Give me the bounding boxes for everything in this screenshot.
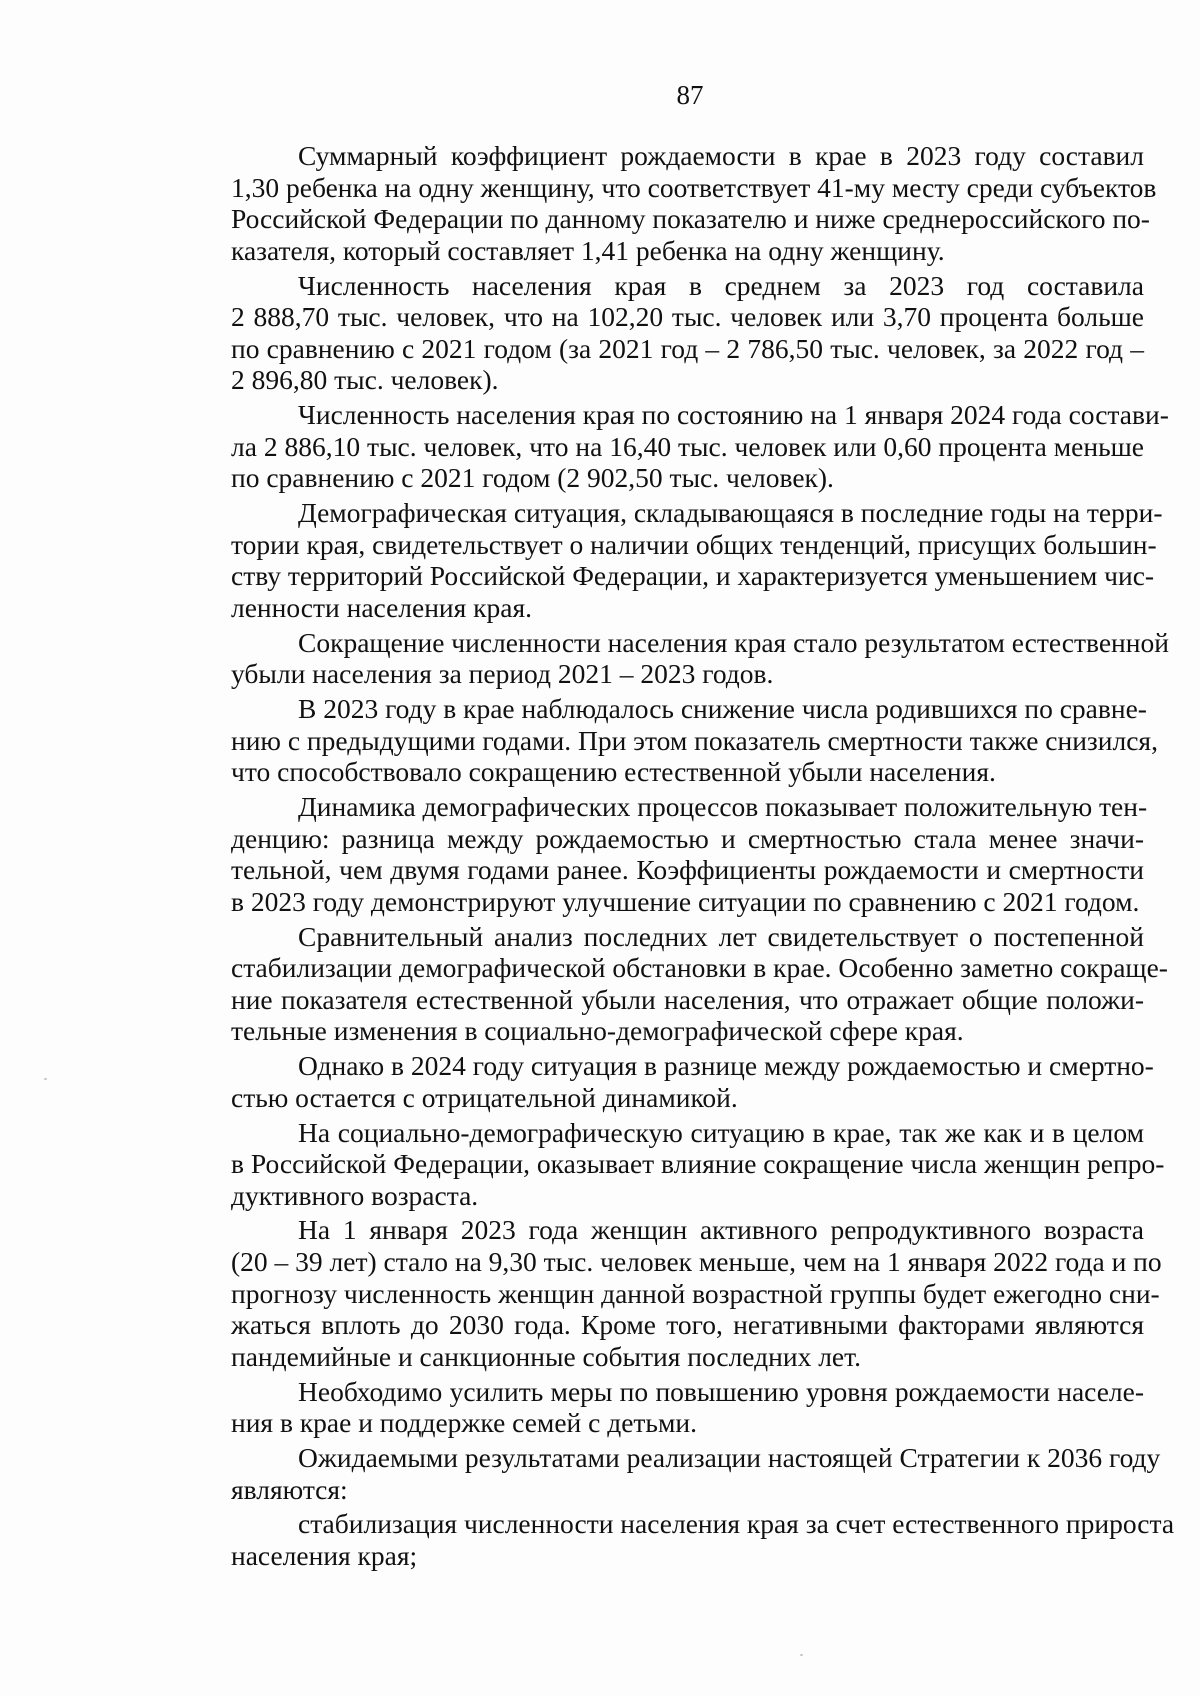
- paragraph: [164, 791, 1148, 917]
- text-line: Сравнительный анализ последних лет свидетельствует о постепенной: [298, 920, 1144, 952]
- paragraph: [164, 1050, 1154, 1113]
- text-line: дуктивного возраста.: [231, 1179, 479, 1211]
- text-line: стабилизация численности населения края за счет естественного прироста: [298, 1508, 1175, 1540]
- text-line: жаться вплоть до 2030 года. Кроме того, негативными факторами являются: [231, 1309, 1144, 1341]
- text-line: На социально-демографическую ситуацию в крае, так же как и в целом: [298, 1116, 1144, 1148]
- text-line: ла 2 886,10 тыс. человек, что на 16,40 тыс. человек или 0,60 процента меньше: [231, 430, 1144, 462]
- text-line: Демографическая ситуация, складывающаяся в последние годы на терри-: [298, 497, 1163, 529]
- text-line: прогнозу численность женщин данной возрастной группы будет ежегодно сни-: [231, 1277, 1160, 1309]
- text-line: Численность населения края по состоянию на 1 января 2024 года состави-: [298, 399, 1169, 431]
- paragraph: [164, 270, 1144, 396]
- text-line: нию с предыдущими годами. При этом показатель смертности также снизился,: [231, 724, 1158, 756]
- text-line: тории края, свидетельствует о наличии общих тенденций, присущих большин-: [231, 528, 1157, 560]
- text-line: по сравнению с 2021 годом (2 902,50 тыс. человек).: [231, 462, 834, 494]
- text-line: являются:: [231, 1473, 348, 1505]
- text-line: в 2023 году демонстрируют улучшение ситуации по сравнению с 2021 годом.: [231, 885, 1140, 917]
- text-line: ству территорий Российской Федерации, и характеризуется уменьшением чис-: [231, 560, 1155, 592]
- paragraph: [164, 399, 1169, 494]
- paragraph: [164, 140, 1157, 266]
- paragraph: [164, 1376, 1144, 1439]
- text-line: Однако в 2024 году ситуация в разнице между рождаемостью и смертно-: [298, 1050, 1154, 1082]
- text-line: ленности населения края.: [231, 591, 533, 623]
- text-line: стью остается с отрицательной динамикой.: [231, 1081, 738, 1113]
- text-line: Суммарный коэффициент рождаемости в крае в 2023 году составил: [298, 140, 1144, 171]
- page-number: 87: [676, 80, 704, 110]
- text-line: казателя, который составляет 1,41 ребенка на одну женщину.: [231, 234, 945, 266]
- text-line: ние показателя естественной убыли населения, что отражает общие положи-: [231, 983, 1144, 1015]
- text-line: (20 – 39 лет) стало на 9,30 тыс. человек меньше, чем на 1 января 2022 года и по: [231, 1246, 1162, 1278]
- text-line: тельные изменения в социально-демографической сфере края.: [231, 1015, 964, 1047]
- text-line: населения края;: [231, 1539, 418, 1571]
- text-line: Сокращение численности населения края стало результатом естественной: [298, 626, 1169, 658]
- text-line: по сравнению с 2021 годом (за 2021 год – 2 786,50 тыс. человек, за 2022 год –: [231, 332, 1144, 364]
- paragraph: [164, 1508, 1175, 1571]
- paragraph: [164, 920, 1168, 1047]
- text-line: что способствовало сокращению естественной убыли населения.: [231, 756, 996, 788]
- text-line: 2 888,70 тыс. человек, что на 102,20 тыс. человек или 3,70 процента больше: [231, 301, 1144, 333]
- paragraph: [164, 626, 1169, 690]
- text-line: 2 896,80 тыс. человек).: [231, 364, 499, 396]
- paragraph: [164, 1116, 1165, 1212]
- paragraph: [164, 1442, 1161, 1505]
- text-line: пандемийные и санкционные события последних лет.: [231, 1340, 861, 1372]
- text-line: ния в крае и поддержке семей с детьми.: [231, 1407, 697, 1439]
- text-line: в Российской Федерации, оказывает влияние сокращение числа женщин репро-: [231, 1148, 1165, 1180]
- paragraph: [164, 497, 1163, 623]
- text-line: Необходимо усилить меры по повышению уровня рождаемости населе-: [298, 1375, 1144, 1407]
- text-line: Российской Федерации по данному показателю и ниже среднероссийского по-: [231, 203, 1150, 235]
- text-line: стабилизации демографической обстановки в крае. Особенно заметно сокраще-: [231, 952, 1168, 984]
- paragraph: [164, 1214, 1162, 1372]
- text-line: Динамика демографических процессов показывает положительную тен-: [298, 791, 1148, 822]
- text-line: денцию: разница между рождаемостью и смертностью стала менее значи-: [231, 822, 1144, 854]
- paragraph: [164, 693, 1158, 788]
- text-line: В 2023 году в крае наблюдалось снижение числа родившихся по сравне-: [298, 693, 1147, 725]
- document-body: [164, 140, 1175, 1575]
- text-line: На 1 января 2023 года женщин активного репродуктивного возраста: [298, 1214, 1144, 1246]
- text-line: Численность населения края в среднем за 2023 год составила: [298, 269, 1144, 301]
- text-line: 1,30 ребенка на одну женщину, что соответствует 41-му месту среди субъектов: [231, 171, 1157, 203]
- text-line: тельной, чем двумя годами ранее. Коэффициенты рождаемости и смертности: [231, 854, 1144, 886]
- text-line: убыли населения за период 2021 – 2023 годов.: [231, 658, 774, 690]
- scan-speck: [44, 1078, 47, 1080]
- text-line: Ожидаемыми результатами реализации настоящей Стратегии к 2036 году: [298, 1442, 1161, 1473]
- scan-speck: [800, 1654, 803, 1656]
